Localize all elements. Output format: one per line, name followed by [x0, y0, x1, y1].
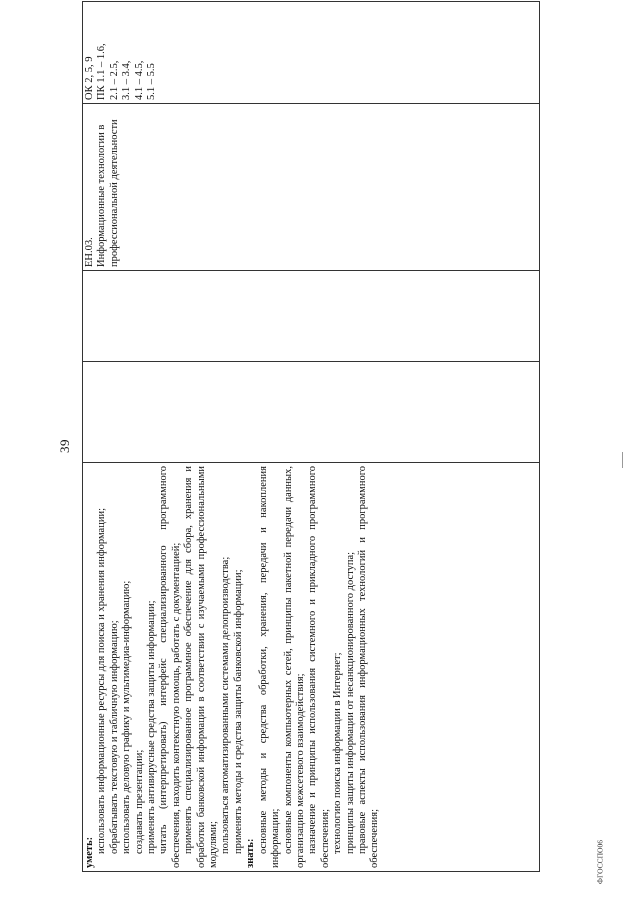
competency-line: ПК 1.1 – 1.6, [96, 43, 108, 100]
curriculum-table [82, 1, 540, 872]
skill-item: применять специализированное программное обеспечение для сбора, хранения и обработки банковской информации в соответствии с изучаемыми профессиональными модулями; [183, 466, 220, 868]
scan-mark [622, 452, 623, 468]
competency-line: 2.1 – 2.5, [108, 60, 120, 100]
knowledge-item: правовые аспекты использования информационных технологий и программного обеспечения; [356, 466, 381, 868]
hours-total-cell [83, 362, 540, 463]
knowledge-item: принципы защиты информации от несанкционированного доступа; [344, 551, 356, 854]
knowledge-item: назначение и принципы использования системного и прикладного программного обеспечения; [307, 466, 331, 868]
competency-line: 4.1 – 4.5, [133, 60, 145, 100]
table-row [83, 2, 540, 872]
hours-cell [83, 271, 540, 362]
competency-line: 3.1 – 3.4, [121, 60, 133, 100]
discipline-code: ЕН.03. [84, 237, 95, 267]
skill-item: применять методы и средства защиты банковской информации; [232, 569, 244, 854]
znat-heading: знать: [245, 838, 257, 868]
discipline-cell [83, 104, 540, 271]
footer-mark: ФГОССПО06 [595, 840, 605, 884]
curriculum-table-page [82, 37, 540, 872]
competencies-cell [83, 2, 540, 104]
skill-item: применять антивирусные средства защиты информации; [146, 600, 158, 854]
discipline-title: Информационные технологии в профессиональной деятельности [96, 119, 120, 267]
knowledge-item: технологию поиска информации в Интернет; [332, 652, 344, 854]
knowledge-item: основные методы и средства обработки, хранения, передачи и накопления информации; [257, 466, 282, 868]
page-number: 39 [57, 439, 72, 453]
skill-item: использовать деловую графику и мультимедиа-информацию; [121, 580, 133, 854]
skill-item: использовать информационные ресурсы для поиска и хранения информации; [96, 508, 108, 854]
skill-item: читать (интерпретировать) интерфейс специализированного программного обеспечения, находить контекстную помощь, работать с документацией; [158, 466, 182, 868]
skill-item: пользоваться автоматизированными системами делопроизводства; [220, 556, 232, 854]
competency-line: 5.1 – 5.5 [146, 63, 158, 100]
competency-line: ОК 2, 5, 9 [84, 56, 95, 100]
umet-heading: уметь: [84, 836, 95, 868]
skill-item: обрабатывать текстовую и табличную информацию; [108, 620, 120, 854]
skills-cell [83, 463, 540, 872]
knowledge-item: основные компоненты компьютерных сетей, принципы пакетной передачи данных, организацию межсетевого взаимодействия; [282, 466, 306, 868]
skill-item: создавать презентации; [133, 749, 145, 854]
